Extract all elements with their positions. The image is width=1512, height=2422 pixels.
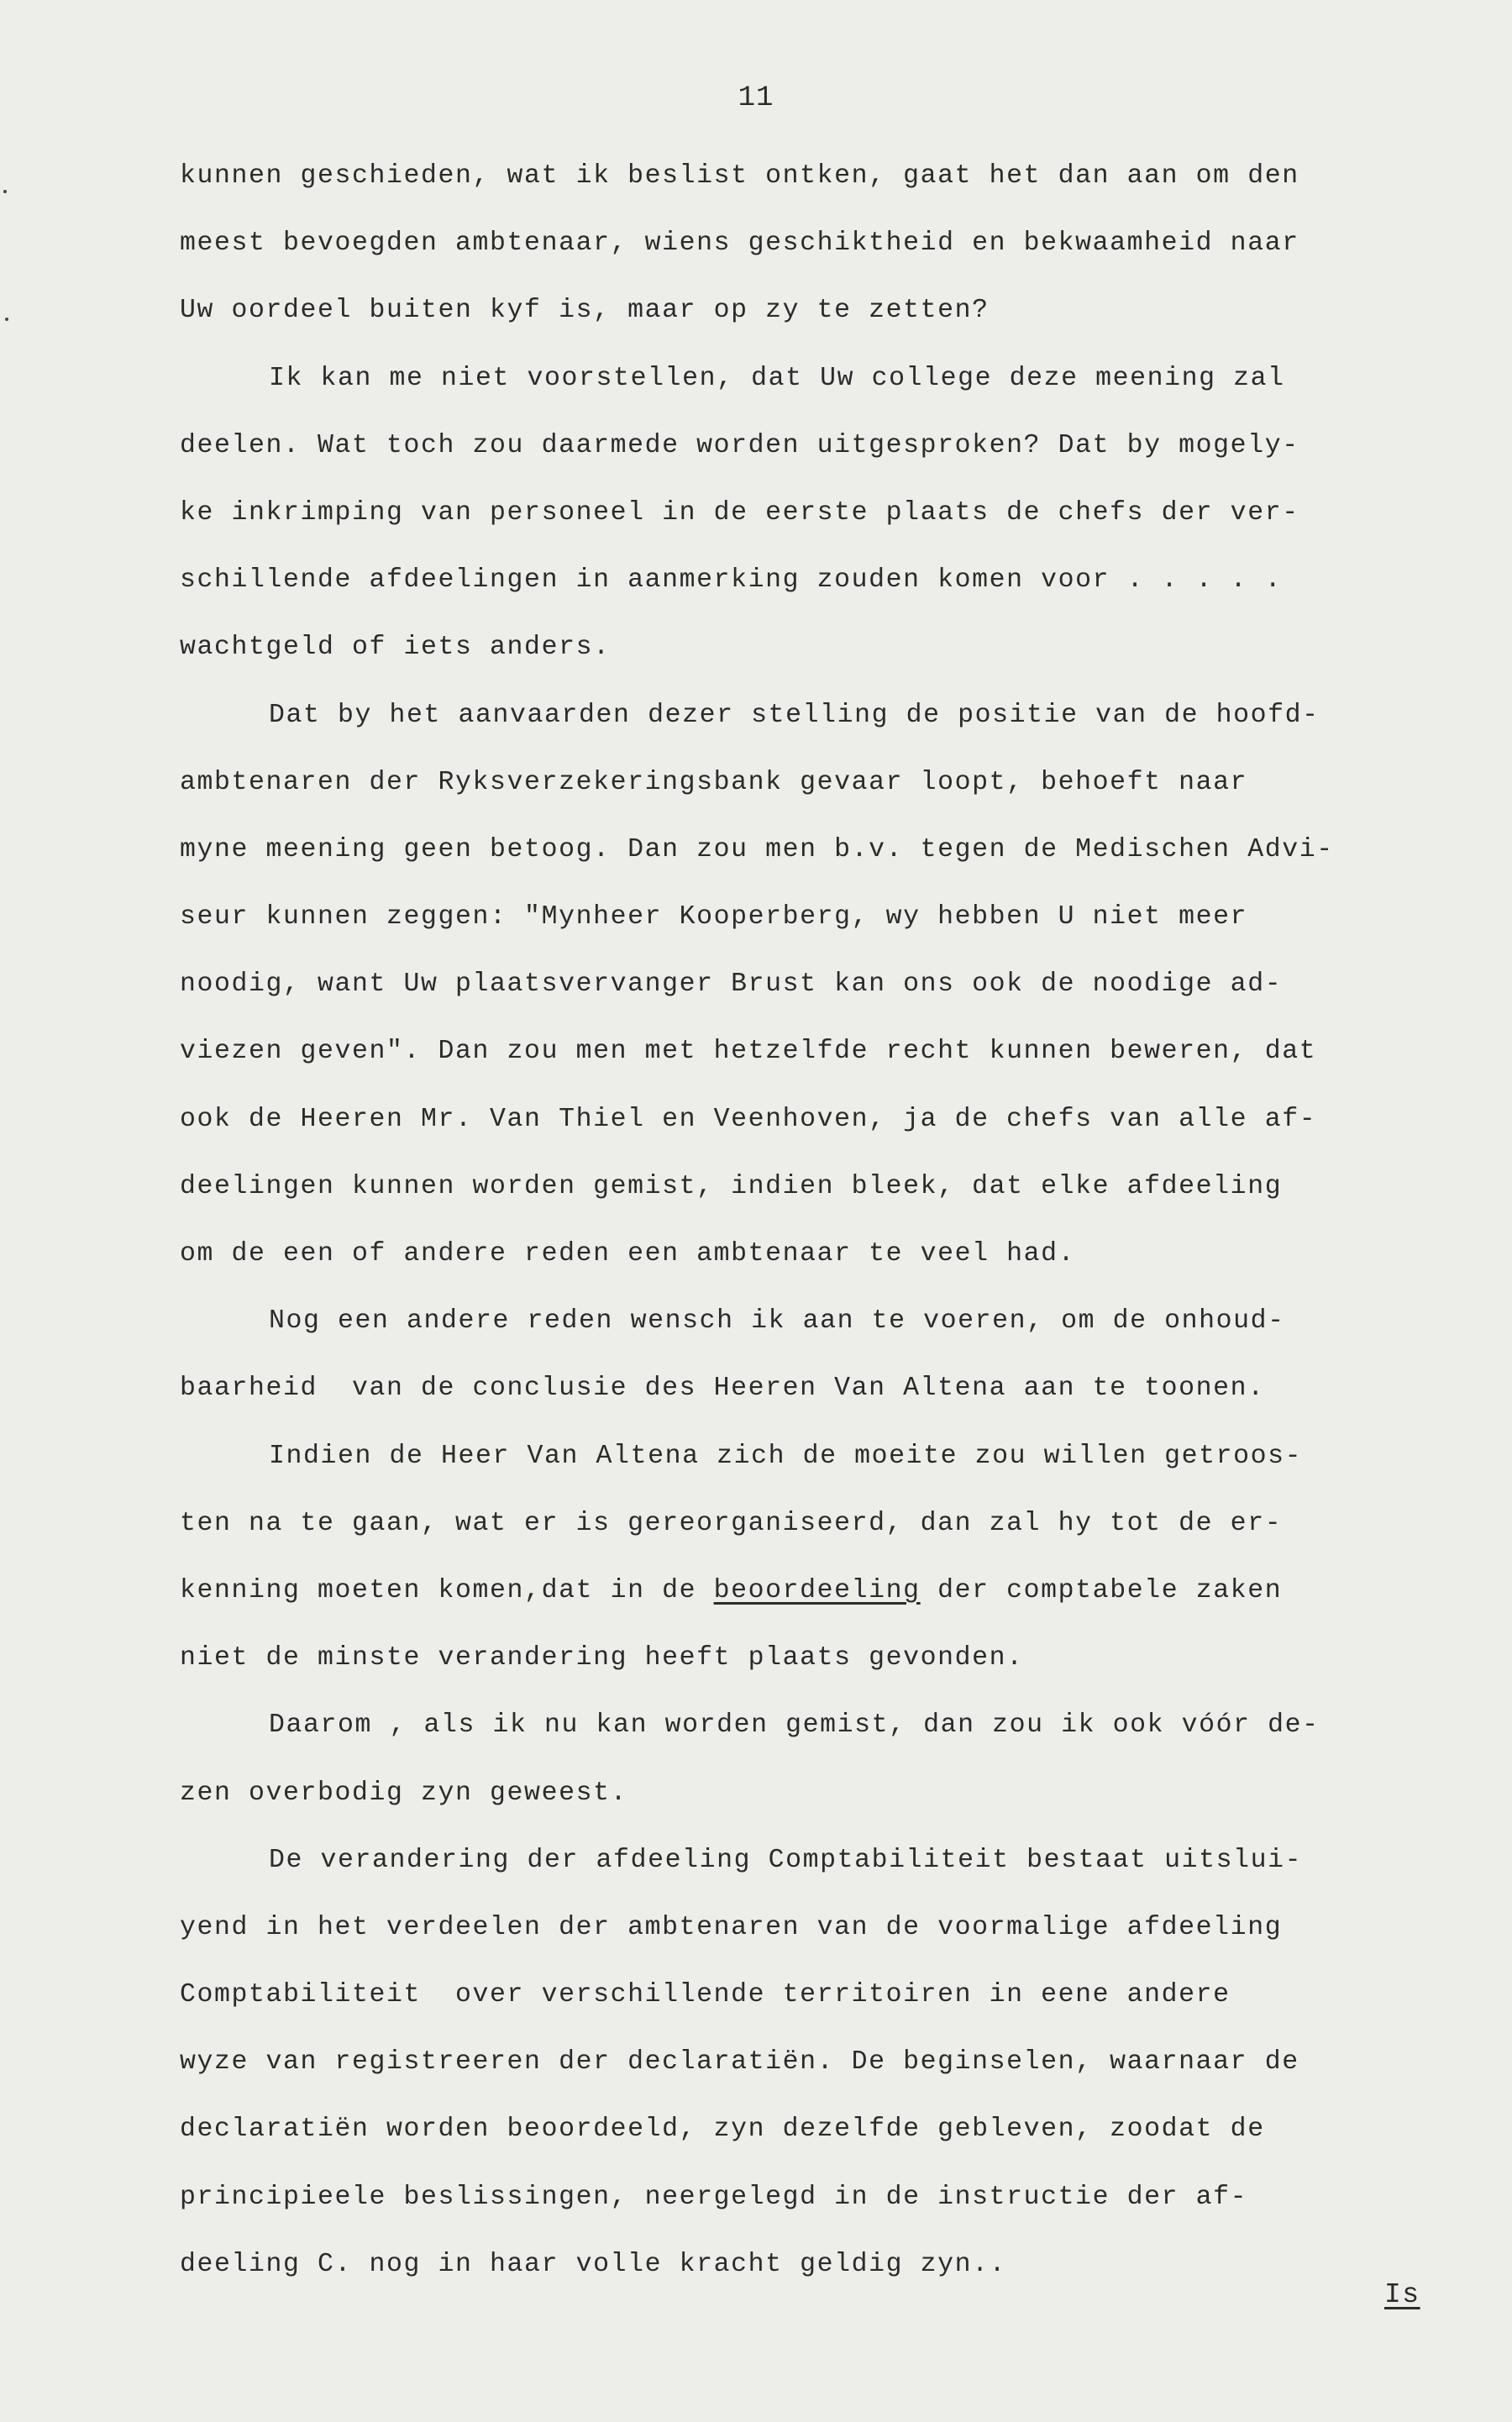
text-line: zen overbodig zyn geweest.: [180, 1778, 628, 1808]
letter-body: [180, 143, 1473, 2299]
text-line: myne meening geen betoog. Dan zou men b.v. tegen de Medischen Advi-: [180, 834, 1334, 864]
text-line: ook de Heeren Mr. Van Thiel en Veenhoven, ja de chefs van alle af-: [180, 1104, 1317, 1134]
text-line: Indien de Heer Van Altena zich de moeite zou willen getroos-: [269, 1441, 1303, 1471]
underlined-word: beoordeeling: [713, 1575, 921, 1605]
text-line: niet de minste verandering heeft plaats gevonden.: [180, 1643, 1024, 1673]
text-line: deelen. Wat toch zou daarmede worden uitgesproken? Dat by mogely-: [180, 430, 1299, 460]
text-line: deelingen kunnen worden gemist, indien bleek, dat elke afdeeling: [180, 1171, 1283, 1201]
text-line: Daarom , als ik nu kan worden gemist, dan zou ik ook vóór de-: [269, 1710, 1320, 1741]
text-line: Comptabiliteit over verschillende territoiren in eene andere: [180, 1980, 1231, 2010]
text-line: wachtgeld of iets anders.: [180, 633, 611, 663]
text-line: ke inkrimping van personeel in de eerste plaats de chefs der ver-: [180, 497, 1299, 528]
text-line: Ik kan me niet voorstellen, dat Uw college deze meening zal: [269, 363, 1285, 393]
text-line: principieele beslissingen, neergelegd in de instructie der af-: [180, 2182, 1248, 2212]
text-line: schillende afdeelingen in aanmerking zouden komen voor . . . . .: [180, 565, 1283, 596]
text-line: ten na te gaan, wat er is gereorganiseerd, dan zal hy tot de er-: [180, 1508, 1283, 1538]
text-line: om de een of andere reden een ambtenaar te veel had.: [180, 1239, 1076, 1269]
text-line: [180, 1558, 1473, 1625]
text-line: ambtenaren der Ryksverzekeringsbank gevaar loopt, behoeft naar: [180, 767, 1248, 797]
catchword: Is: [1384, 2279, 1420, 2310]
text-fragment: der comptabele zaken: [920, 1575, 1283, 1605]
margin-speck: [3, 190, 7, 193]
text-fragment: kenning moeten komen,dat in de: [180, 1575, 714, 1605]
text-line: wyze van registreeren der declaratiën. De beginselen, waarnaar de: [180, 2047, 1299, 2078]
text-line: kunnen geschieden, wat ik beslist ontken, gaat het dan aan om den: [180, 161, 1299, 191]
text-line: Uw oordeel buiten kyf is, maar op zy te zetten?: [180, 296, 990, 326]
page-number: 11: [738, 82, 774, 114]
text-line: Nog een andere reden wensch ik aan te voeren, om de onhoud-: [269, 1306, 1285, 1337]
text-line: noodig, want Uw plaatsvervanger Brust kan ons ook de noodige ad-: [180, 969, 1283, 1000]
text-line: meest bevoegden ambtenaar, wiens geschiktheid en bekwaamheid naar: [180, 229, 1299, 259]
text-line: declaratiën worden beoordeeld, zyn dezelfde gebleven, zoodat de: [180, 2115, 1265, 2145]
text-line: viezen geven". Dan zou men met hetzelfde recht kunnen beweren, dat: [180, 1037, 1317, 1067]
text-line: De verandering der afdeeling Comptabiliteit bestaat uitslui-: [269, 1845, 1303, 1875]
margin-speck: [5, 318, 8, 321]
text-line: deeling C. nog in haar volle kracht geldig zyn..: [180, 2249, 1007, 2279]
text-line: Dat by het aanvaarden dezer stelling de positie van de hoofd-: [269, 700, 1320, 730]
text-line: baarheid van de conclusie des Heeren Van Altena aan te toonen.: [180, 1374, 1265, 1404]
text-line: yend in het verdeelen der ambtenaren van de voormalige afdeeling: [180, 1912, 1283, 1942]
text-line: seur kunnen zeggen: "Mynheer Kooperberg, wy hebben U niet meer: [180, 902, 1248, 933]
